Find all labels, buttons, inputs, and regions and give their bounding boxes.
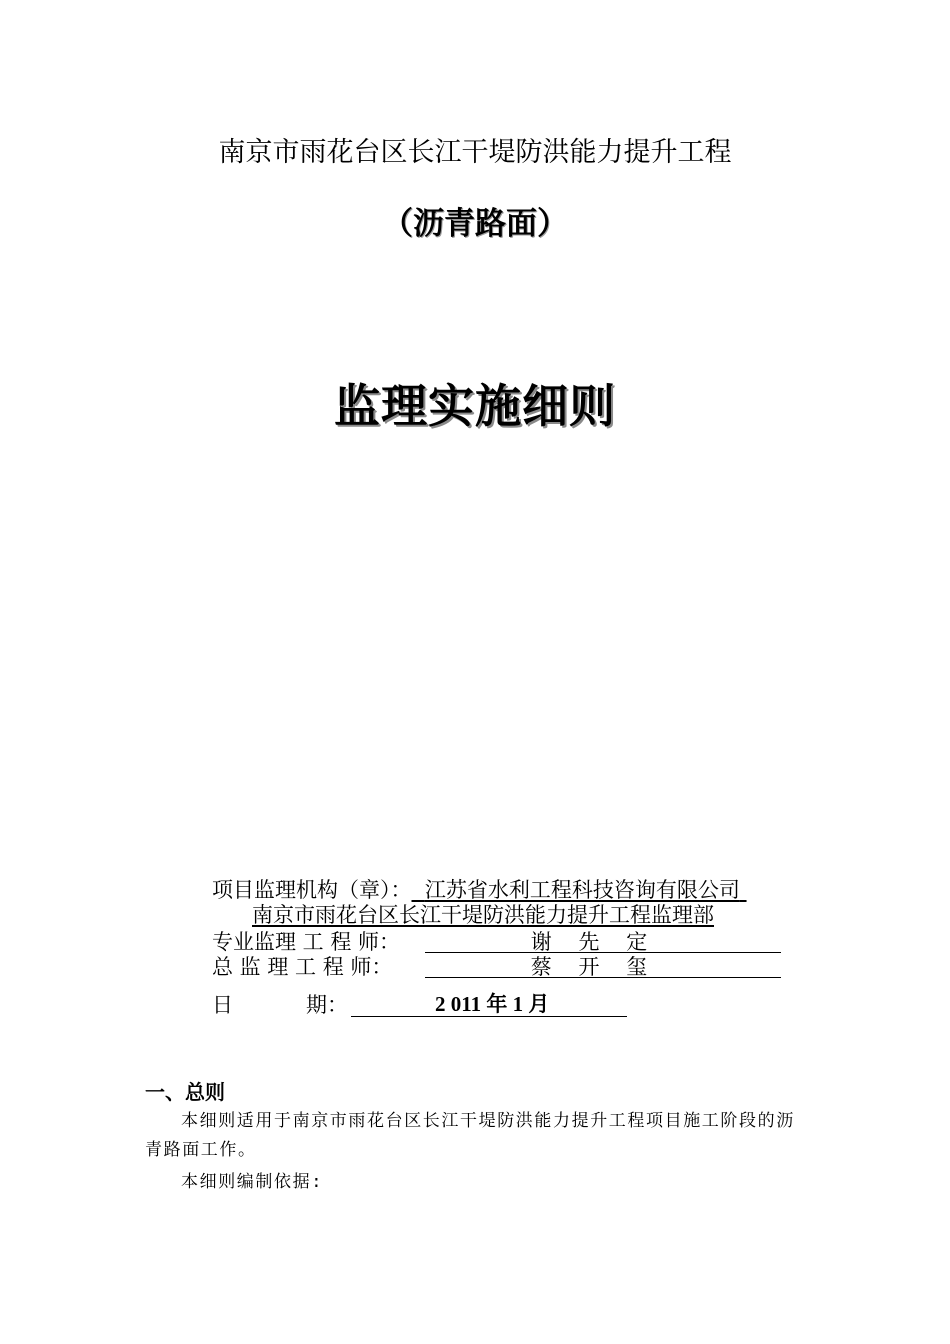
date-value: 2 011 年 1 月 [435, 992, 550, 1016]
org-label: 项目监理机构（章）： [212, 878, 412, 902]
chief-row [212, 955, 392, 979]
date-label-1: 日 [212, 993, 233, 1017]
engineer-field [425, 930, 781, 953]
sub-title: （沥青路面） [382, 206, 568, 242]
section-heading: 一、总则 [145, 1080, 225, 1104]
document-title: 监理实施细则 [334, 379, 616, 433]
chief-field [425, 955, 781, 978]
engineer-name: 谢 先 定 [530, 930, 648, 954]
chief-label: 总 监 理 工 程 师： [212, 955, 393, 979]
org-value: 江苏省水利工程科技咨询有限公司 [424, 878, 740, 902]
project-name-title: 南京市雨花台区长江干堤防洪能力提升工程 [218, 137, 732, 168]
date-label-2: 期： [306, 993, 348, 1017]
engineer-row [212, 930, 400, 954]
engineer-label: 专业监理 工 程 师： [212, 930, 401, 954]
chief-name: 蔡 开 玺 [530, 955, 648, 979]
section-paragraph-2: 本细则编制依据: [181, 1172, 324, 1192]
org-value-line2: 南京市雨花台区长江干堤防洪能力提升工程监理部 [252, 903, 714, 927]
org-row [212, 878, 747, 902]
date-field [351, 992, 627, 1017]
section-paragraph-1: 本细则适用于南京市雨花台区长江干堤防洪能力提升工程项目施工阶段的沥青路面工作。 [145, 1111, 795, 1160]
